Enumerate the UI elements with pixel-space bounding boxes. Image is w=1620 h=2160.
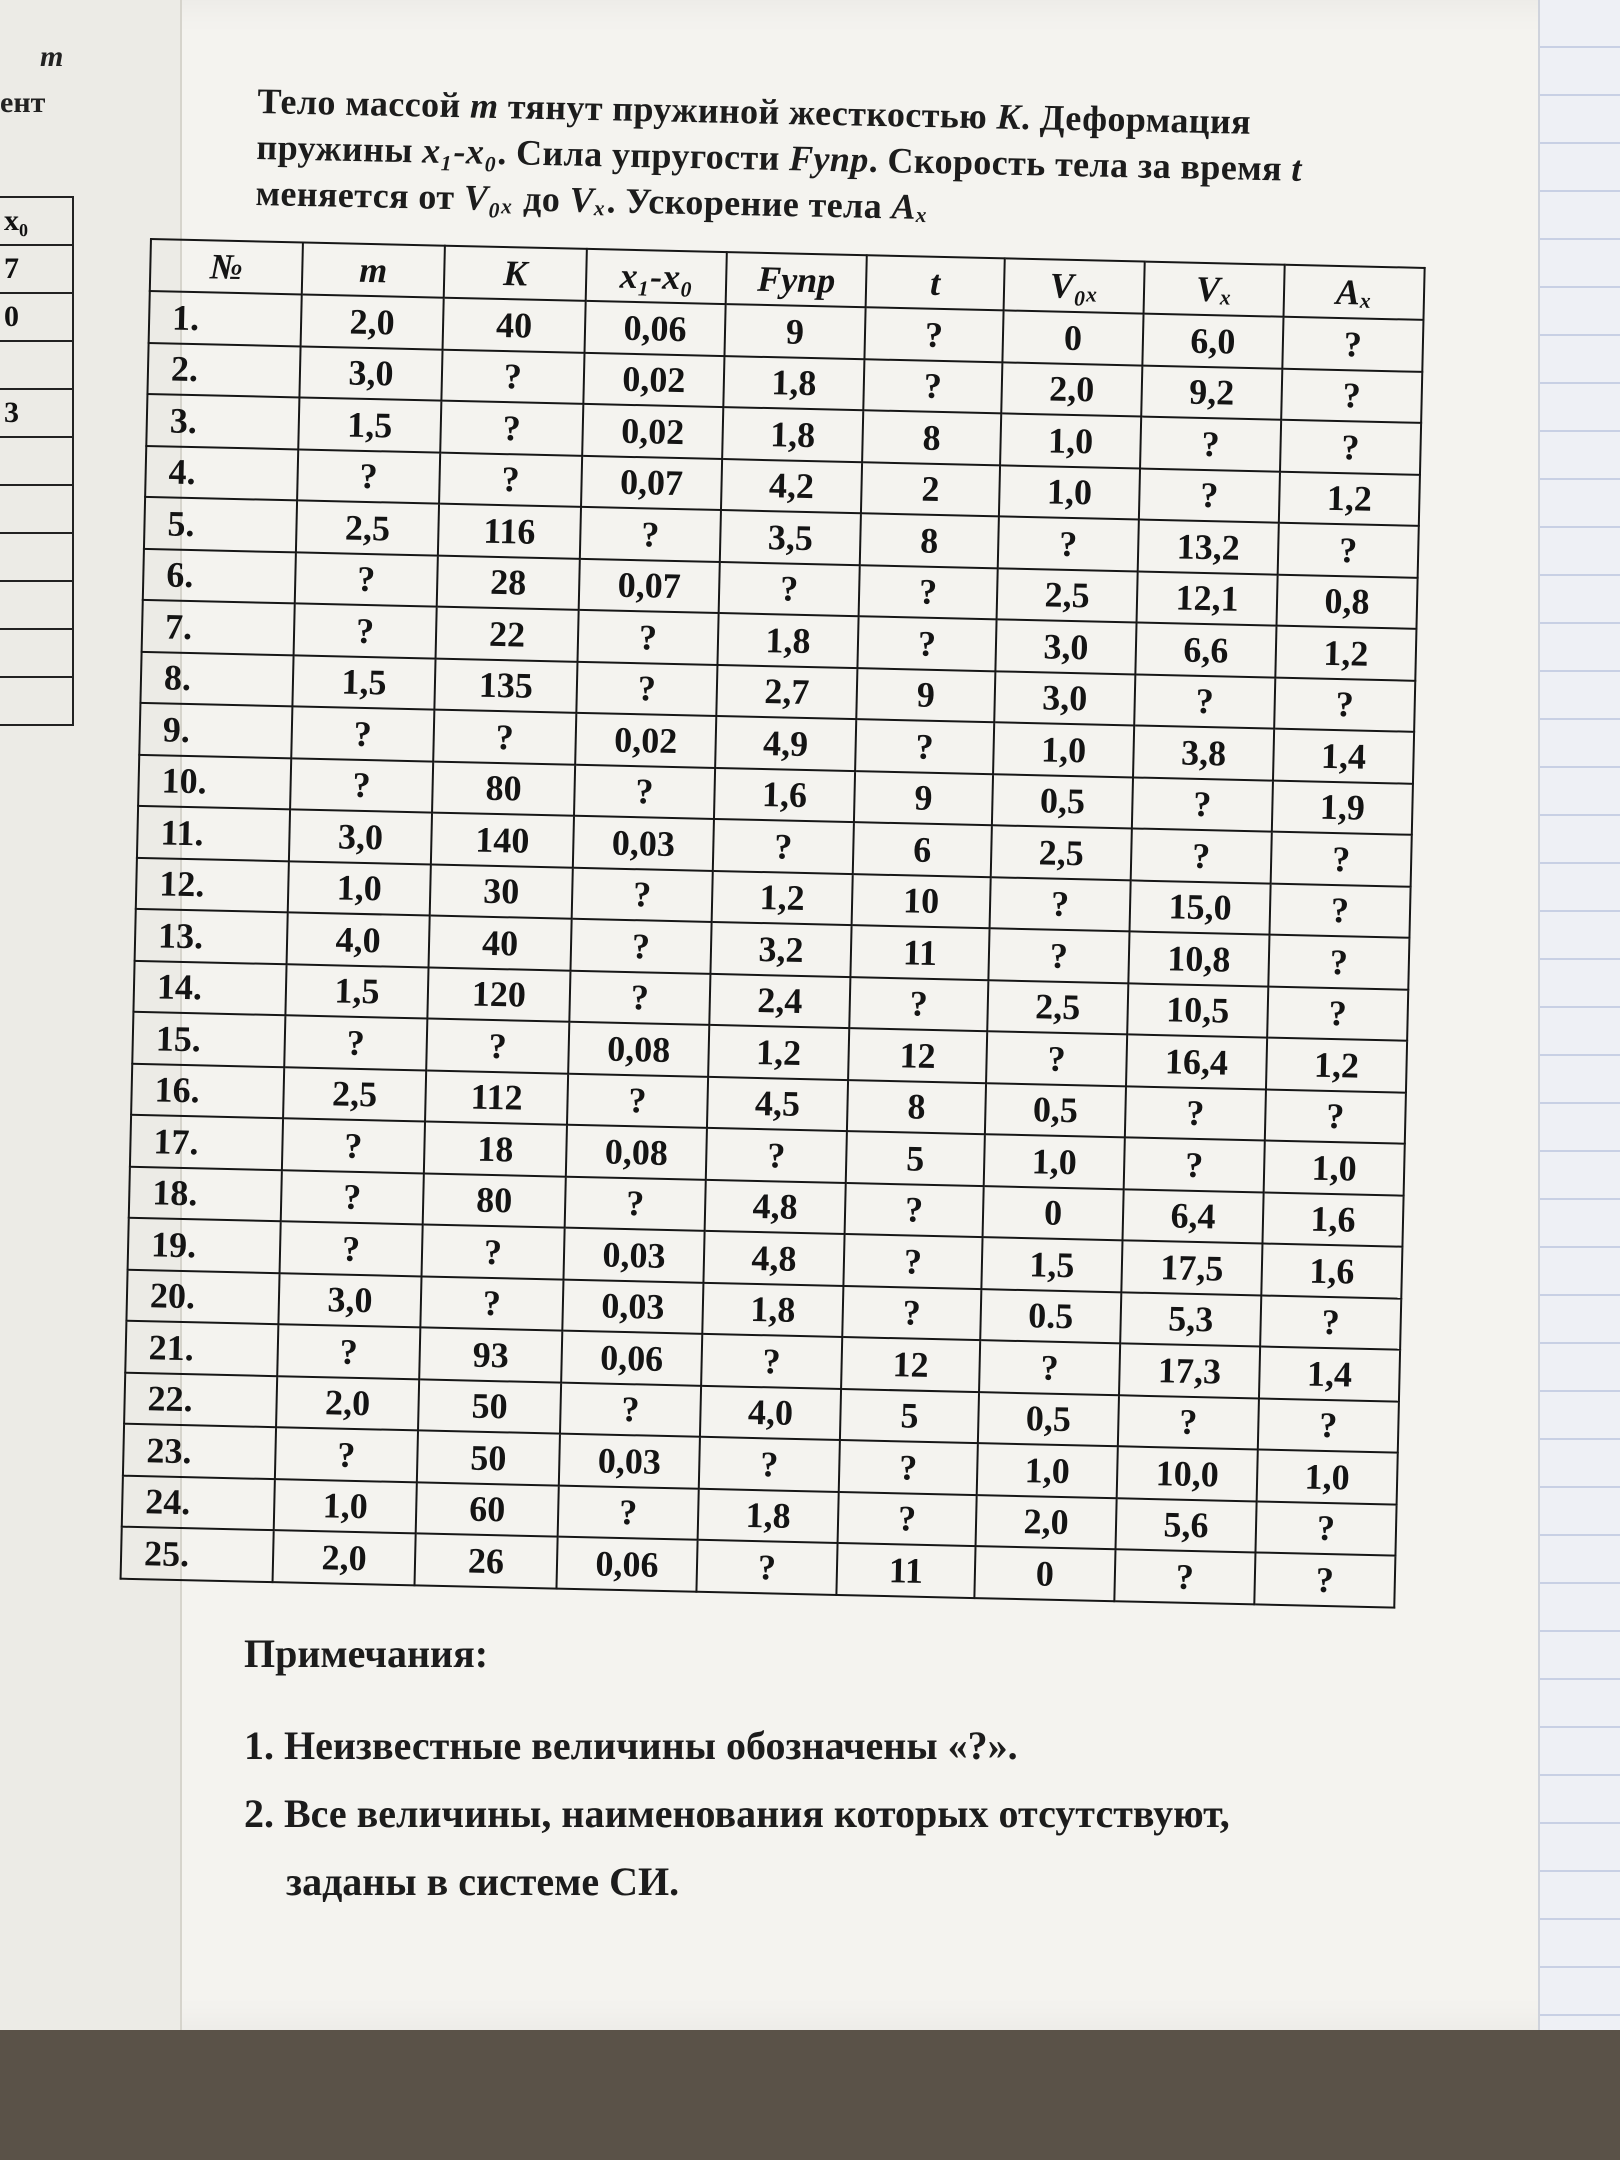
table-cell: 4,2 [721,459,862,514]
table-cell: 0,06 [585,301,726,356]
table-cell: 2,4 [709,973,850,1028]
table-cell: 30 [430,864,573,919]
table-cell: ? [845,1183,984,1238]
row-number-cell: 2. [147,342,300,397]
table-cell: ? [1260,1295,1401,1350]
table-cell: 0,8 [1276,574,1417,629]
table-cell: ? [1281,368,1422,423]
table-cell: 2,5 [997,568,1138,623]
fragment-cell [0,341,73,389]
problem-statement [255,78,1436,241]
table-cell: ? [838,1491,977,1546]
table-cell: ? [569,970,710,1025]
table-cell: ? [1282,317,1423,372]
table-cell: 40 [443,298,586,353]
table-cell: 120 [427,967,570,1022]
table-cell: ? [864,307,1003,362]
note-item-2: 2. Все величины, наименования которых отсутствуют, [244,1791,1230,1836]
table-cell: ? [857,616,996,671]
table-cell: 17,3 [1119,1343,1260,1398]
table-cell: 1,0 [1000,413,1141,468]
fragment-row [0,677,73,725]
table-cell: ? [979,1340,1120,1395]
row-number-cell: 25. [121,1527,274,1582]
table-cell: 1,0 [288,861,431,916]
table-cell: 0,5 [992,774,1133,829]
table-cell: ? [1118,1395,1259,1450]
table-cell: 0,07 [581,455,722,510]
table-cell: ? [696,1540,837,1595]
table-cell: ? [578,610,719,665]
fragment-row [0,581,73,629]
table-cell: 10 [852,874,991,929]
table-cell: 40 [429,916,572,971]
table-cell: 1,6 [1262,1192,1403,1247]
table-cell: 2,5 [991,825,1132,880]
table-cell: 116 [438,504,581,559]
table-cell: 10,8 [1128,931,1269,986]
table-cell: 12 [841,1337,980,1392]
fragment-row [0,245,73,293]
table-cell: ? [1132,777,1273,832]
table-cell: 2,7 [716,664,857,719]
row-number-cell: 19. [128,1218,281,1273]
table-cell: ? [701,1334,842,1389]
fragment-row [0,293,73,341]
fragment-cell: x₀ [0,197,73,245]
table-cell: ? [570,919,711,974]
table-cell: 4,0 [287,912,430,967]
table-cell: 1,8 [698,1488,839,1543]
table-cell: ? [277,1324,420,1379]
table-cell: 1,4 [1259,1346,1400,1401]
table-cell: 1,8 [723,356,864,411]
fragment-word: ент [0,86,46,119]
table-cell: ? [863,359,1002,414]
table-cell: 2,0 [276,1376,419,1431]
table-cell: ? [1269,883,1410,938]
header-initial-velocity: V₀ₓ [1004,258,1145,313]
table-cell: ? [990,877,1131,932]
table-cell: 1,8 [722,407,863,462]
table-cell: 1,5 [292,655,435,710]
fragment-row [0,485,73,533]
table-cell: 1,2 [1275,626,1416,681]
table-cell: 0,02 [575,713,716,768]
table-cell: ? [1274,677,1415,732]
table-cell: ? [560,1382,701,1437]
table-cell: 1,0 [1264,1141,1405,1196]
table-cell: 1,0 [1257,1449,1398,1504]
table-cell: 5,3 [1120,1292,1261,1347]
row-number-cell: 15. [132,1012,285,1067]
table-cell: 9 [724,304,865,359]
table-cell: 1,6 [1261,1243,1402,1298]
table-cell: 0,02 [582,404,723,459]
table-cell: 1,0 [977,1443,1118,1498]
table-cell: ? [1131,828,1272,883]
row-number-cell: 13. [135,909,288,964]
table-cell: 140 [431,813,574,868]
table-cell: 1,4 [1273,729,1414,784]
statement-line-3: меняется от V₀ₓ до Vₓ. Ускорение тела Aₓ [255,172,929,228]
fragment-row [0,197,73,245]
row-number-cell: 18. [129,1166,282,1221]
table-cell: 2,5 [987,980,1128,1035]
fragment-cell [0,485,73,533]
fragment-cell: 3 [0,389,73,437]
table-cell: ? [567,1073,708,1128]
table-cell: 12,1 [1137,571,1278,626]
note-item-1: 1. Неизвестные величины обозначены «?». [244,1723,1018,1768]
fragment-cell: 7 [0,245,73,293]
table-cell: ? [986,1031,1127,1086]
table-cell: ? [1271,832,1412,887]
fragment-row [0,533,73,581]
row-number-cell: 9. [139,703,292,758]
header-final-velocity: Vₓ [1144,262,1285,317]
table-cell: 0 [974,1546,1115,1601]
table-cell: 50 [418,1379,561,1434]
notes-title: Примечания: [244,1631,489,1676]
table-cell: 1,2 [1266,1038,1407,1093]
table-cell: 1,5 [285,964,428,1019]
table-cell: ? [574,764,715,819]
table-cell: ? [580,507,721,562]
row-number-cell: 17. [130,1115,283,1170]
table-cell: ? [706,1128,847,1183]
table-cell: 0,06 [561,1331,702,1386]
table-cell: ? [282,1118,425,1173]
table-cell: 5,6 [1115,1498,1256,1553]
table-cell: 12 [848,1028,987,1083]
table-cell: 4,0 [700,1385,841,1440]
table-cell: ? [842,1286,981,1341]
table-cell: 1,9 [1272,780,1413,835]
table-cell: ? [1268,935,1409,990]
table-cell: 10,0 [1117,1446,1258,1501]
table-cell: ? [1114,1549,1255,1604]
table-cell: ? [1124,1137,1265,1192]
problem-table-container [120,238,1426,1608]
row-number-cell: 8. [140,651,293,706]
table-cell: 1,5 [298,397,441,452]
table-cell: 4,8 [705,1179,846,1234]
table-cell: 0,06 [556,1537,697,1592]
table-cell: ? [1139,468,1280,523]
fragment-row [0,389,73,437]
table-cell: 0,03 [573,816,714,871]
table-cell: ? [420,1276,563,1331]
row-number-cell: 5. [144,497,297,552]
table-cell: 26 [415,1533,558,1588]
table-cell: 1,6 [714,767,855,822]
table-cell: 3,2 [710,922,851,977]
table-cell: ? [572,867,713,922]
table-cell: ? [426,1018,569,1073]
statement-line-2: пружины x₁-x₀. Сила упругости Fупр. Скорость тела за время t [256,126,1303,189]
table-cell: 2,0 [273,1530,416,1585]
fragment-row [0,437,73,485]
table-cell: 0.5 [980,1289,1121,1344]
table-cell: ? [441,349,584,404]
table-cell: 3,0 [289,809,432,864]
table-cell: 1,0 [999,465,1140,520]
table-cell: 0,03 [559,1434,700,1489]
table-cell: 2,0 [301,294,444,349]
table-cell: 9 [854,771,993,826]
table-cell: ? [719,562,860,617]
notebook-page-edge [1538,0,1620,2030]
table-cell: 22 [436,607,579,662]
table-cell: ? [439,452,582,507]
table-cell: 9,2 [1141,365,1282,420]
table-cell: 1,8 [717,613,858,668]
table-cell: ? [576,661,717,716]
header-acceleration: Aₓ [1284,265,1425,320]
table-cell: 11 [850,925,989,980]
table-cell: 6,4 [1123,1189,1264,1244]
table-cell: 112 [425,1070,568,1125]
table-cell: 9 [856,668,995,723]
table-cell: 4,9 [715,716,856,771]
table-cell: 1,2 [712,870,853,925]
table-cell: ? [1254,1552,1395,1607]
table-cell: 0,02 [583,352,724,407]
table-cell: 0 [1002,310,1143,365]
table-cell: 16,4 [1126,1034,1267,1089]
table-cell: ? [1255,1501,1396,1556]
table-cell: 0,07 [579,558,720,613]
table-cell: ? [422,1224,565,1279]
table-cell: ? [297,449,440,504]
row-number-cell: 12. [136,857,289,912]
problem-table [120,238,1426,1608]
notes-section [244,1620,1444,1916]
table-cell: ? [713,819,854,874]
table-cell: 15,0 [1130,880,1271,935]
row-number-cell: 1. [149,291,302,346]
table-cell: 0,08 [568,1022,709,1077]
fragment-cell: 0 [0,293,73,341]
table-cell: 3,0 [995,619,1136,674]
header-mass: m [302,242,445,297]
table-cell: 0,03 [562,1279,703,1334]
table-cell: 2,0 [976,1495,1117,1550]
table-cell: ? [839,1440,978,1495]
table-cell: ? [1280,420,1421,475]
table-cell: 50 [417,1430,560,1485]
table-cell: 4,5 [707,1076,848,1131]
table-cell: 1,0 [993,722,1134,777]
row-number-cell: 6. [143,548,296,603]
table-cell: 2,5 [283,1067,426,1122]
table-cell: 2,0 [1001,362,1142,417]
table-cell: 1,0 [274,1479,417,1534]
row-number-cell: 11. [137,806,290,861]
table-cell: 6,6 [1135,622,1276,677]
table-cell: 13,2 [1138,520,1279,575]
table-cell: 0 [983,1186,1124,1241]
table-cell: 80 [432,761,575,816]
table-cell: 8 [847,1080,986,1135]
table-cell: ? [843,1234,982,1289]
table-cell: 1,2 [708,1025,849,1080]
table-cell: 6 [853,822,992,877]
table-cell: 0,03 [563,1228,704,1283]
table-cell: ? [988,928,1129,983]
table-cell: 8 [862,410,1001,465]
table-cell: 93 [419,1327,562,1382]
table-cell: ? [281,1170,424,1225]
table-cell: ? [291,706,434,761]
table-cell: ? [1278,523,1419,578]
table-cell: 3,0 [994,671,1135,726]
table-cell: ? [1267,986,1408,1041]
row-number-cell: 23. [123,1424,276,1479]
table-cell: 1,2 [1279,471,1420,526]
table-cell: 8 [860,513,999,568]
table-cell: ? [699,1437,840,1492]
table-cell: ? [565,1176,706,1231]
fragment-cell [0,437,73,485]
table-cell: 5 [846,1131,985,1186]
fragment-row [0,341,73,389]
table-cell: ? [280,1221,423,1276]
table-cell: 2,5 [296,500,439,555]
table-cell: 17,5 [1121,1240,1262,1295]
row-number-cell: 22. [124,1372,277,1427]
table-cell: ? [859,565,998,620]
table-cell: 10,5 [1127,983,1268,1038]
table-cell: ? [1140,417,1281,472]
table-cell: 80 [423,1173,566,1228]
statement-line-1: Тело массой m тянут пружиной жесткостью K. Деформация [257,80,1252,142]
table-cell: 135 [434,658,577,713]
row-number-cell: 4. [145,445,298,500]
table-cell: 0,5 [985,1083,1126,1138]
table-cell: ? [1258,1398,1399,1453]
header-time: t [866,255,1005,310]
fragment-symbol: m [40,40,64,73]
table-cell: ? [558,1485,699,1540]
row-number-cell: 21. [125,1321,278,1376]
fragment-table [0,196,74,726]
table-cell: 3,0 [299,346,442,401]
table-cell: 1,0 [984,1134,1125,1189]
table-cell: 2 [861,462,1000,517]
header-deformation: x₁-x₀ [586,249,727,304]
table-cell: 28 [437,555,580,610]
table-cell: 3,5 [720,510,861,565]
fragment-cell [0,533,73,581]
table-cell: ? [998,516,1139,571]
table-cell: 11 [836,1543,975,1598]
fragment-cell [0,581,73,629]
fragment-cell [0,629,73,677]
table-cell: ? [1125,1086,1266,1141]
table-cell: 1,8 [702,1282,843,1337]
table-cell: ? [295,552,438,607]
row-number-cell: 3. [146,394,299,449]
row-number-cell: 10. [138,754,291,809]
row-number-cell: 14. [133,960,286,1015]
table-cell: 1,5 [981,1237,1122,1292]
table-cell: 18 [424,1121,567,1176]
header-number: № [150,239,303,294]
table-cell: ? [433,710,576,765]
table-cell: ? [294,603,437,658]
table-cell: 60 [416,1482,559,1537]
row-number-cell: 24. [122,1475,275,1530]
table-cell: 4,8 [703,1231,844,1286]
table-cell: ? [440,401,583,456]
table-cell: 5 [840,1388,979,1443]
note-item-2-continued: заданы в системе СИ. [286,1859,680,1904]
header-stiffness: K [444,246,587,301]
row-number-cell: 7. [142,600,295,655]
table-cell: 3,0 [278,1273,421,1328]
table-cell: 0,08 [566,1125,707,1180]
table-cell: 6,0 [1142,314,1283,369]
table-cell: ? [1134,674,1275,729]
table-cell: ? [849,977,988,1032]
table-cell: 0,5 [978,1392,1119,1447]
row-number-cell: 16. [131,1063,284,1118]
row-number-cell: 20. [126,1269,279,1324]
table-cell: ? [275,1427,418,1482]
fragment-cell [0,677,73,725]
table-cell: ? [855,719,994,774]
header-elastic-force: Fупр [726,252,867,307]
table-cell: 3,8 [1133,725,1274,780]
table-cell: ? [284,1015,427,1070]
fragment-row [0,629,73,677]
table-cell: ? [1265,1089,1406,1144]
table-cell: ? [290,758,433,813]
